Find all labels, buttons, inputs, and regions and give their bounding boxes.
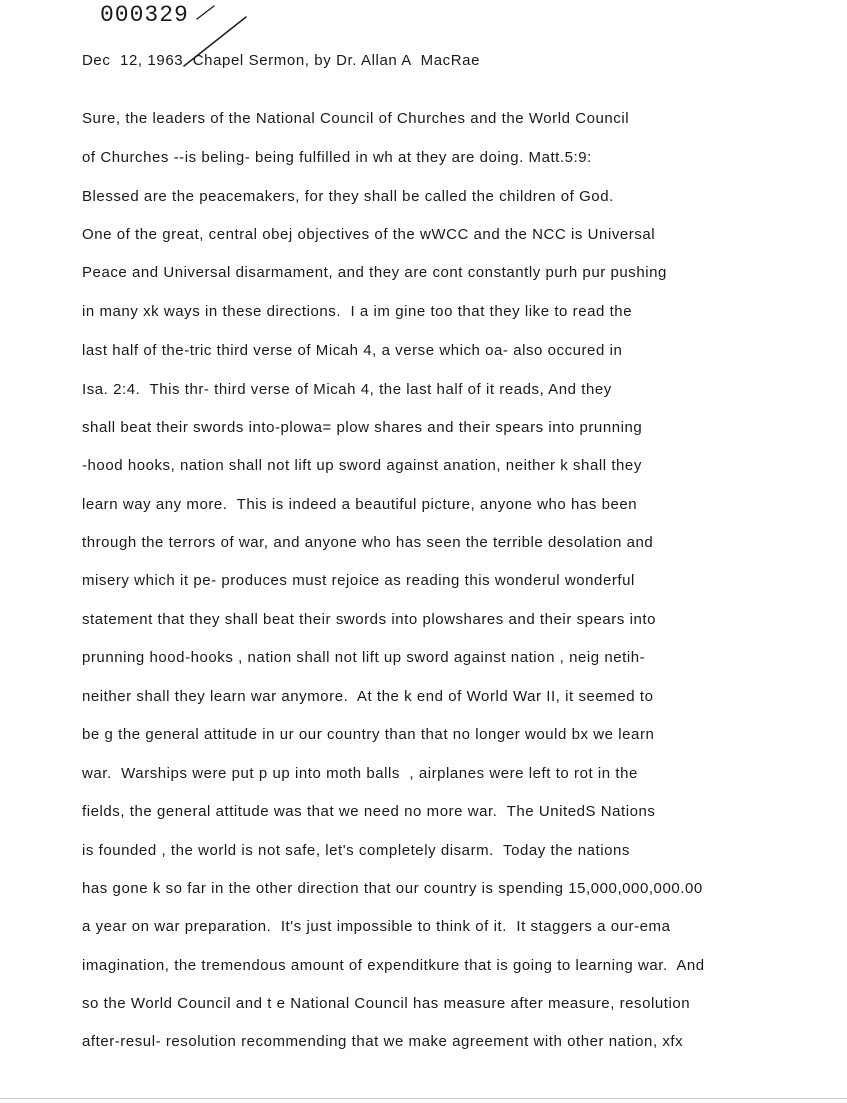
text-line: last half of the-tric third verse of Micah 4, a verse which oa- also occured in: [82, 342, 623, 359]
text-line: statement that they shall beat their swords into plowshares and their spears into: [82, 611, 657, 628]
text-line: neither shall they learn war anymore. At the k end of World War II, it seemed to: [82, 688, 654, 705]
text-line: be g the general attitude in ur our country than that no longer would bx we learn: [82, 726, 655, 743]
text-line: Sure, the leaders of the National Council of Churches and the World Council: [82, 110, 630, 127]
text-line: war. Warships were put p up into moth balls , airplanes were left to rot in the: [82, 765, 638, 782]
text-line: learn way any more. This is indeed a beautiful picture, anyone who has been: [82, 496, 638, 513]
text-line: a year on war preparation. It's just impossible to think of it. It staggers a our-ema: [82, 918, 671, 935]
text-line: -hood hooks, nation shall not lift up sword against anation, neither k shall they: [82, 457, 642, 474]
text-line: Peace and Universal disarmament, and they are cont constantly purh pur pushing: [82, 264, 667, 281]
text-line: fields, the general attitude was that we need no more war. The UnitedS Nations: [82, 803, 656, 820]
text-line: through the terrors of war, and anyone who has seen the terrible desolation and: [82, 534, 654, 551]
text-line: in many xk ways in these directions. I a im gine too that they like to read the: [82, 303, 633, 320]
text-line: prunning hood-hooks , nation shall not lift up sword against nation , neig netih-: [82, 649, 646, 666]
text-line: is founded , the world is not safe, let's completely disarm. Today the nations: [82, 842, 630, 859]
text-line: after-resul- resolution recommending that we make agreement with other nation, xfx: [82, 1033, 684, 1050]
text-line: so the World Council and t e National Council has measure after measure, resolution: [82, 995, 691, 1012]
sermon-header: Dec 12, 1963 Chapel Sermon, by Dr. Allan A MacRae: [82, 52, 481, 69]
text-line: One of the great, central obej objectives of the wWCC and the NCC is Universal: [82, 226, 656, 243]
text-line: has gone k so far in the other direction that our country is spending 15,000,000,000.00: [82, 880, 703, 897]
text-line: of Churches --is beling- being fulfilled in wh at they are doing. Matt.5:9:: [82, 149, 592, 166]
document-number: 000329: [100, 2, 189, 28]
text-line: Blessed are the peacemakers, for they shall be called the children of God.: [82, 188, 614, 205]
text-line: shall beat their swords into-plowa= plow shares and their spears into prunning: [82, 419, 643, 436]
text-line: Isa. 2:4. This thr- third verse of Micah 4, the last half of it reads, And they: [82, 381, 612, 398]
text-line: misery which it pe- produces must rejoice as reading this wonderul wonderful: [82, 572, 635, 589]
text-line: imagination, the tremendous amount of expenditkure that is going to learning war. And: [82, 957, 705, 974]
page-bottom-edge: [0, 1098, 847, 1099]
